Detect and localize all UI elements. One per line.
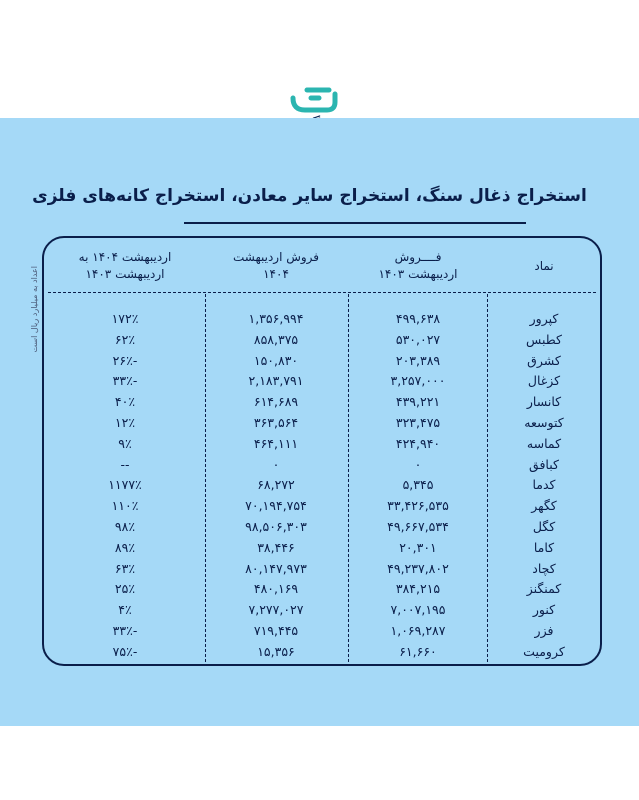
title-underline	[184, 222, 526, 224]
sales-1403-cell: ۴۹,۲۳۷,۸۰۲	[387, 560, 449, 576]
header-separator	[48, 292, 596, 293]
sales-1404-cell: ۹۸,۵۰۶,۳۰۳	[245, 519, 307, 534]
sales-1404-cell: ۶۱۴,۶۸۹	[253, 394, 299, 410]
column-header-label: فروش اردیبهشت	[232, 250, 320, 264]
sales-1404-cell: ۸۰,۱۴۷,۹۷۳	[245, 560, 307, 576]
sales-1403-cell: ۴۹,۶۶۷,۵۳۴	[387, 519, 449, 534]
symbol-cell: کماسه	[526, 435, 562, 451]
change-cell: ۸۹٪	[114, 539, 136, 555]
sales-1403-cell: ۲۰,۳۰۱	[399, 539, 437, 555]
page-title: استخراج ذغال سنگ، استخراج سایر معادن، استخراج کانه‌های فلزی	[32, 186, 587, 206]
change-cell: -۳۳٪	[112, 373, 138, 389]
symbol-cell: فزر	[534, 623, 554, 638]
change-cell: ۱۷۲٪	[111, 311, 139, 326]
sales-1403-cell: ۴۳۹,۲۲۱	[395, 394, 441, 410]
column-header-label: اردیبهشت ۱۴۰۳	[85, 267, 165, 281]
symbol-cell: کدما	[532, 477, 556, 493]
column-header-sales-1403	[350, 246, 486, 286]
sales-1404-cell: ۱,۳۵۶,۹۹۴	[248, 311, 304, 326]
sales-1404-cell: ۳۸,۴۴۶	[257, 539, 295, 555]
sales-1404-cell: ۳۶۳,۵۶۴	[253, 415, 299, 430]
change-cell: ۱۲٪	[114, 415, 136, 430]
sales-1404-cell: ۷,۲۷۷,۰۲۷	[248, 602, 304, 618]
column-header-label: اردیبهشت ۱۴۰۴ به	[78, 250, 172, 264]
change-cell: ۱۱۰٪	[111, 498, 139, 514]
change-cell: -۷۵٪	[112, 643, 138, 659]
header	[0, 0, 639, 118]
change-cell: ۶۳٪	[114, 560, 136, 576]
sales-1404-cell: ۰	[272, 456, 280, 472]
change-cell: -۲۶٪	[112, 352, 138, 368]
change-cell: ۲۵٪	[114, 581, 136, 597]
sales-1403-cell: ۱,۰۶۹,۲۸۷	[390, 623, 446, 638]
sales-1403-cell: ۳۸۴,۲۱۵	[395, 581, 441, 597]
sales-1403-cell: ۳۲۳,۴۷۵	[395, 415, 441, 430]
column-header-label: اردیبهشت ۱۴۰۳	[378, 267, 458, 281]
symbol-cell: کتوسعه	[524, 415, 564, 430]
change-cell: ۴۰٪	[114, 394, 136, 410]
column-header-symbol	[488, 246, 600, 286]
sales-1403-cell: ۵۳۰,۰۲۷	[395, 331, 441, 347]
sales-1403-cell: ۳,۲۵۷,۰۰۰	[390, 373, 446, 389]
sales-1404-cell: ۱۵۰,۸۳۰	[253, 352, 299, 368]
change-cell: ۹٪	[118, 435, 132, 451]
sales-1404-cell: ۷۰,۱۹۴,۷۵۴	[245, 498, 307, 514]
footer-area	[0, 726, 639, 800]
brand-logo-icon	[289, 84, 339, 114]
change-cell: --	[120, 456, 130, 472]
change-cell: -۳۳٪	[112, 623, 138, 638]
change-cell: ۴٪	[118, 602, 132, 618]
column-header-change	[46, 246, 204, 286]
sales-1403-cell: ۵,۳۴۵	[402, 477, 434, 493]
symbol-cell: کگهر	[531, 498, 557, 514]
sales-1404-cell: ۴۸۰,۱۶۹	[253, 581, 299, 597]
sales-1403-cell: ۴۲۴,۹۴۰	[395, 435, 441, 451]
symbol-cell: کنور	[532, 602, 556, 618]
column-header-label: فــــروش	[394, 250, 442, 264]
sales-1403-cell: ۴۹۹,۶۳۸	[395, 311, 441, 326]
symbol-cell: کاما	[533, 539, 555, 555]
sales-1403-cell: ۰	[414, 456, 422, 472]
sales-1403-cell: ۷,۰۰۷,۱۹۵	[390, 602, 446, 618]
symbol-cell: کگل	[532, 519, 556, 534]
column-header-sales-1404	[206, 246, 346, 286]
column-separator	[348, 294, 349, 662]
sales-1404-cell: ۶۸,۲۷۲	[257, 477, 295, 493]
sales-1403-cell: ۶۱,۶۶۰	[399, 643, 437, 659]
symbol-cell: کچاد	[532, 560, 556, 576]
sales-1404-cell: ۸۵۸,۳۷۵	[253, 331, 299, 347]
change-cell: ۹۸٪	[114, 519, 136, 534]
symbol-cell: کرومیت	[523, 643, 565, 659]
symbol-cell: کپرور	[529, 311, 559, 326]
column-header-label: نماد	[534, 258, 554, 273]
symbol-cell: کشرق	[527, 352, 561, 368]
column-header-label: ۱۴۰۴	[263, 267, 289, 281]
symbol-cell: کانسار	[526, 394, 562, 410]
sales-1404-cell: ۱۵,۳۵۶	[257, 643, 295, 659]
units-note: اعداد به میلیارد ریال است	[30, 266, 39, 353]
sales-1404-cell: ۷۱۹,۴۴۵	[253, 623, 299, 638]
sales-1404-cell: ۲,۱۸۳,۷۹۱	[248, 373, 304, 389]
change-cell: ۶۲٪	[114, 331, 136, 347]
sales-1403-cell: ۳۳,۴۲۶,۵۳۵	[387, 498, 449, 514]
sales-1403-cell: ۲۰۳,۳۸۹	[395, 352, 441, 368]
sales-1404-cell: ۴۶۴,۱۱۱	[253, 435, 299, 451]
symbol-cell: کزغال	[527, 373, 561, 389]
change-cell: ۱۱۷۷٪	[108, 477, 142, 493]
symbol-cell: کبافق	[529, 456, 559, 472]
symbol-cell: کطبس	[526, 331, 562, 347]
symbol-cell: کمنگنز	[526, 581, 562, 597]
